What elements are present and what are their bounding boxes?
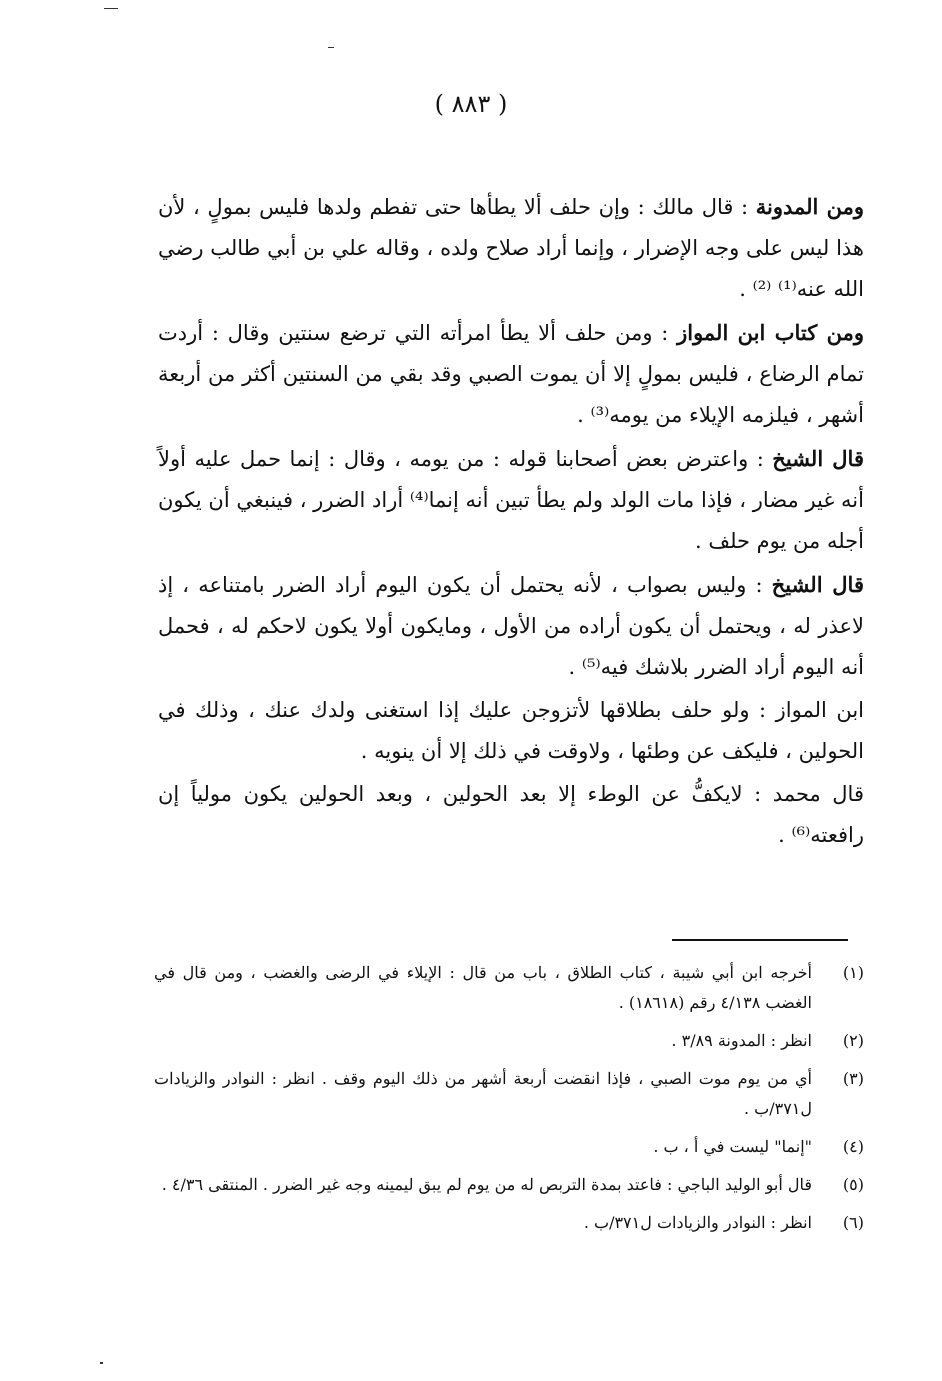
footnote: [154, 1208, 864, 1238]
paragraph-text: : ومن حلف ألا يطأ امرأته التي ترضع سنتين وقال : أردت تمام الرضاع ، فليس بمولٍ إلا أن يموت الصبي وقد بقي من السنتين أكثر من أربعة أشهر ، فيلزمه الإيلاء من يومه⁽³⁾ .: [158, 321, 864, 427]
footnote-text: أي من يوم موت الصبي ، فإذا انقضت أربعة أشهر من ذلك اليوم وقف . انظر : النوادر والزيادات ل٣٧١/ب .: [154, 1069, 812, 1118]
footnote-number: (٤): [842, 1137, 864, 1156]
paragraph: [158, 774, 864, 856]
scan-speck: [100, 1362, 103, 1364]
footnote-number: (٣): [842, 1069, 864, 1088]
footnote-text: "إنما" ليست في أ ، ب .: [653, 1137, 812, 1156]
paragraph-text: : واعترض بعض أصحابنا قوله : من يومه ، وقال : إنما حمل عليه أولاً أنه غير مضار ، فإذا مات الولد ولم يطأ تبين أنه إنما⁽⁴⁾ أراد الضرر ، فينبغي أن يكون أجله من يوم حلف .: [158, 447, 864, 553]
paragraph: [158, 438, 864, 562]
footnote-text: قال أبو الوليد الباجي : فاعتد بمدة التربص له من يوم لم يبق ليمينه وجه غير الضرر . المنتقى ٤/٣٦ .: [161, 1175, 812, 1194]
footnote-text: انظر : النوادر والزيادات ل٣٧١/ب .: [583, 1213, 812, 1232]
footnote: [154, 1026, 864, 1056]
footnote-number: (٢): [842, 1031, 864, 1050]
footnote: [154, 1170, 864, 1200]
page-number: ( ٨٨٣ ): [434, 90, 508, 118]
scan-speck: [104, 8, 118, 9]
footnote-number: (٦): [842, 1213, 864, 1232]
paragraph: [158, 312, 864, 436]
footnote-text: انظر : المدونة ٣/٨٩ .: [671, 1031, 812, 1050]
paragraph: [158, 564, 864, 688]
paragraph: [158, 690, 864, 772]
footnote: [154, 958, 864, 1018]
paragraph: [158, 186, 864, 310]
main-text: [158, 186, 864, 858]
footnote-text: أخرجه ابن أبي شيبة ، كتاب الطلاق ، باب من قال : الإيلاء في الرضى والغضب ، ومن قال في الغضب ٤/١٣٨ رقم (١٨٦١٨) .: [154, 963, 812, 1012]
paragraph-text: : قال مالك : وإن حلف ألا يطأها حتى تفطم ولدها فليس بمولٍ ، لأن هذا ليس على وجه الإضرار ، وإنما أراد صلاح ولده ، وقاله علي بن أبي طالب رضي الله عنه⁽¹⁾ ⁽²⁾ .: [158, 195, 864, 301]
paragraph-text: قال محمد : لايكفُّ عن الوطء إلا بعد الحولين ، وبعد الحولين يكون مولياً إن رافعته⁽⁶⁾ .: [158, 782, 864, 847]
footnote-number: (٥): [842, 1175, 864, 1194]
footnote: [154, 1132, 864, 1162]
scan-speck: [328, 47, 334, 48]
footnotes: [154, 958, 864, 1246]
paragraph-text: ابن المواز : ولو حلف بطلاقها لأتزوجن عليك إذا استغنى ولدك عنك ، وذلك في الحولين ، فليكف عن وطئها ، ولاوقت في ذلك إلا أن ينويه .: [158, 698, 864, 763]
footnote-divider: [672, 939, 848, 941]
paragraph-lead: ومن كتاب ابن المواز: [677, 320, 864, 345]
footnote: [154, 1064, 864, 1124]
paragraph-lead: ومن المدونة: [755, 194, 865, 219]
footnote-number: (١): [842, 963, 864, 982]
paragraph-lead: قال الشيخ: [772, 446, 864, 471]
paragraph-lead: قال الشيخ: [771, 572, 864, 597]
paragraph-text: : وليس بصواب ، لأنه يحتمل أن يكون اليوم أراد الضرر بامتناعه ، إذ لاعذر له ، ويحتمل أن يكون أراده من الأول ، ومايكون أولا يكون لاحكم له ، فحمل أنه اليوم أراد الضرر بلاشك فيه⁽⁵⁾ .: [158, 573, 864, 679]
